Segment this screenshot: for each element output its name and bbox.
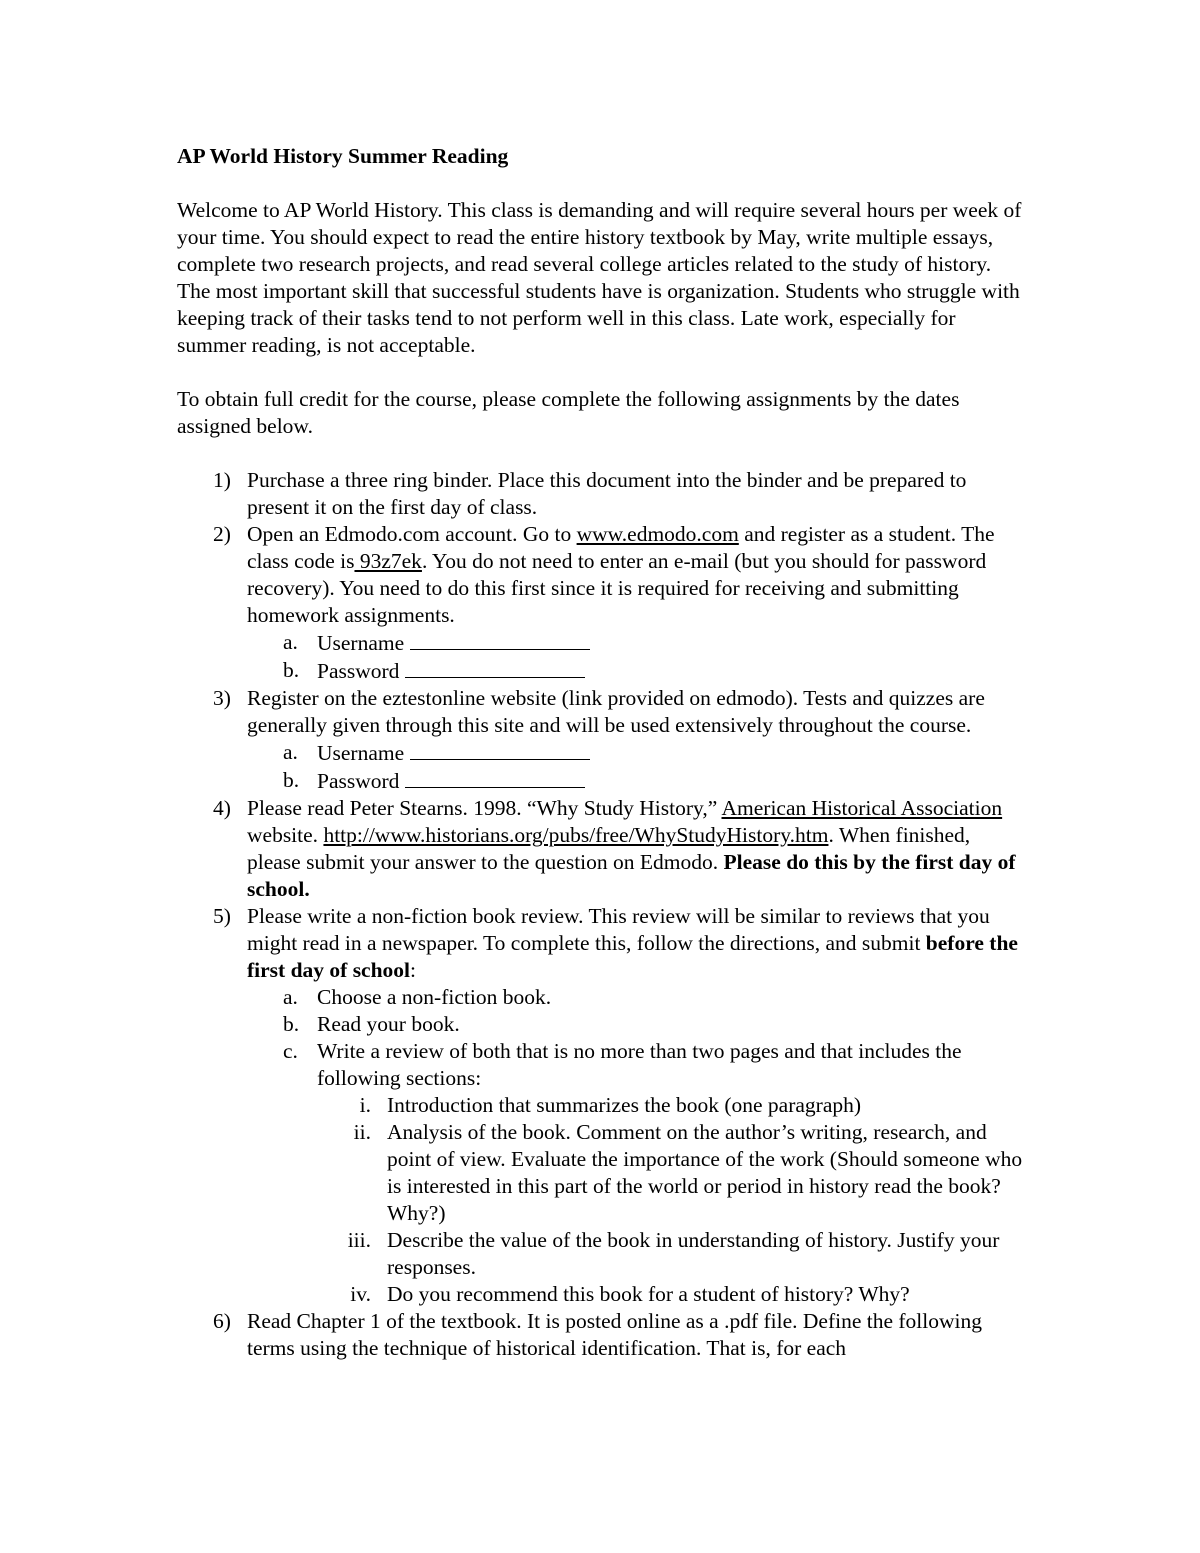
assignment-item-2 (177, 521, 1027, 685)
sub-text: Read your book. (317, 1012, 460, 1036)
sub-list (247, 984, 1027, 1308)
item-text: : (410, 958, 417, 982)
item-number: 3) (213, 686, 231, 710)
item-number: 6) (213, 1309, 231, 1333)
sub-item-password (247, 767, 1027, 795)
sub-item-username (247, 629, 1027, 657)
section-list (317, 1092, 1027, 1308)
item-number: 4) (213, 796, 231, 820)
sub-text: Write a review of both that is no more than two pages and that includes the following sections: (317, 1039, 962, 1090)
assignment-list (177, 467, 1027, 1362)
sub-text: Password (317, 769, 405, 793)
deadline-note: Please do this by the first day of school. (247, 850, 1016, 901)
sub-label: b. (283, 658, 300, 682)
deadline-note: before the first day of school (247, 931, 1018, 982)
item-number: 2) (213, 522, 231, 546)
instructions-paragraph: To obtain full credit for the course, please complete the following assignments by the dates assigned below. (177, 387, 960, 438)
assignment-item-6 (177, 1308, 1027, 1362)
section-item (317, 1227, 1027, 1281)
assignment-item-3 (177, 685, 1027, 795)
item-number: 1) (213, 468, 231, 492)
item-text: Open an Edmodo.com account. Go to (247, 522, 577, 546)
username-blank[interactable] (410, 739, 590, 760)
document-body (177, 143, 1027, 1362)
sub-text: Password (317, 659, 405, 683)
item-text: Register on the eztestonline website (link provided on edmodo). Tests and quizzes are generally given through this site and will be used extensively throughout the course. (247, 686, 985, 737)
item-text: Purchase a three ring binder. Place this document into the binder and be prepared to present it on the first day of class. (247, 468, 967, 519)
sub-label: a. (283, 740, 298, 764)
assignment-item-1 (177, 467, 1027, 521)
sub-text: Username (317, 631, 410, 655)
sub-item (247, 1038, 1027, 1308)
password-blank[interactable] (405, 767, 585, 788)
section-text: Describe the value of the book in understanding of history. Justify your responses. (387, 1228, 1000, 1279)
sub-item (247, 984, 1027, 1011)
sub-item-password (247, 657, 1027, 685)
section-text: Analysis of the book. Comment on the author’s writing, research, and point of view. Evaluate the importance of the work (Should someone who is interested in this part of the world or period in history read the book? Why?) (387, 1120, 1023, 1225)
sub-text: Choose a non-fiction book. (317, 985, 552, 1009)
sub-list (247, 739, 1027, 795)
article-link[interactable]: http://www.historians.org/pubs/free/WhyStudyHistory.htm (323, 823, 829, 847)
item-text: Please read Peter Stearns. 1998. “Why Study History,” (247, 796, 722, 820)
section-item (317, 1281, 1027, 1308)
item-text: Please write a non-fiction book review. This review will be similar to reviews that you might read in a newspaper. To complete this, follow the directions, and submit (247, 904, 990, 955)
section-label: ii. (353, 1120, 371, 1144)
sub-text: Username (317, 741, 410, 765)
item-text: Read Chapter 1 of the textbook. It is posted online as a .pdf file. Define the following terms using the technique of historical identification. That is, for each (247, 1309, 982, 1360)
item-text: . You do not need to enter an e-mail (but you should for password recovery). You need to do this first since it is required for receiving and submitting homework assignments. (247, 549, 987, 627)
section-label: iii. (347, 1228, 371, 1252)
section-label: i. (359, 1093, 371, 1117)
section-text: Introduction that summarizes the book (one paragraph) (387, 1093, 862, 1117)
section-item (317, 1092, 1027, 1119)
item-text: and register as a student. The class code is (247, 522, 995, 573)
section-text: Do you recommend this book for a student of history? Why? (387, 1282, 910, 1306)
assignment-item-5 (177, 903, 1027, 1308)
assignment-item-4 (177, 795, 1027, 903)
section-label: iv. (350, 1282, 371, 1306)
sub-item-username (247, 739, 1027, 767)
sub-label: b. (283, 1012, 300, 1036)
sub-label: a. (283, 630, 298, 654)
sub-label: b. (283, 768, 300, 792)
sub-list (247, 629, 1027, 685)
section-item (317, 1119, 1027, 1227)
item-text: website. (247, 823, 324, 847)
intro-paragraph: Welcome to AP World History. This class is demanding and will require several hours per week of your time. You should expect to read the entire history textbook by May, write multiple essays, complete two research projects, and read several college articles related to the study of history. The most important skill that successful students have is organization. Students who struggle with keeping track of their tasks tend to not perform well in this class. Late work, especially for summer reading, is not acceptable. (177, 198, 1022, 357)
class-code: 93z7ek (354, 549, 422, 573)
username-blank[interactable] (410, 629, 590, 650)
password-blank[interactable] (405, 657, 585, 678)
item-number: 5) (213, 904, 231, 928)
sub-label: c. (283, 1039, 298, 1063)
document-title: AP World History Summer Reading (177, 144, 509, 168)
source-title: American Historical Association (721, 796, 1003, 820)
sub-item (247, 1011, 1027, 1038)
sub-label: a. (283, 985, 298, 1009)
edmodo-link[interactable]: www.edmodo.com (576, 522, 739, 546)
item-text: . When finished, please submit your answer to the question on Edmodo. (247, 823, 971, 874)
